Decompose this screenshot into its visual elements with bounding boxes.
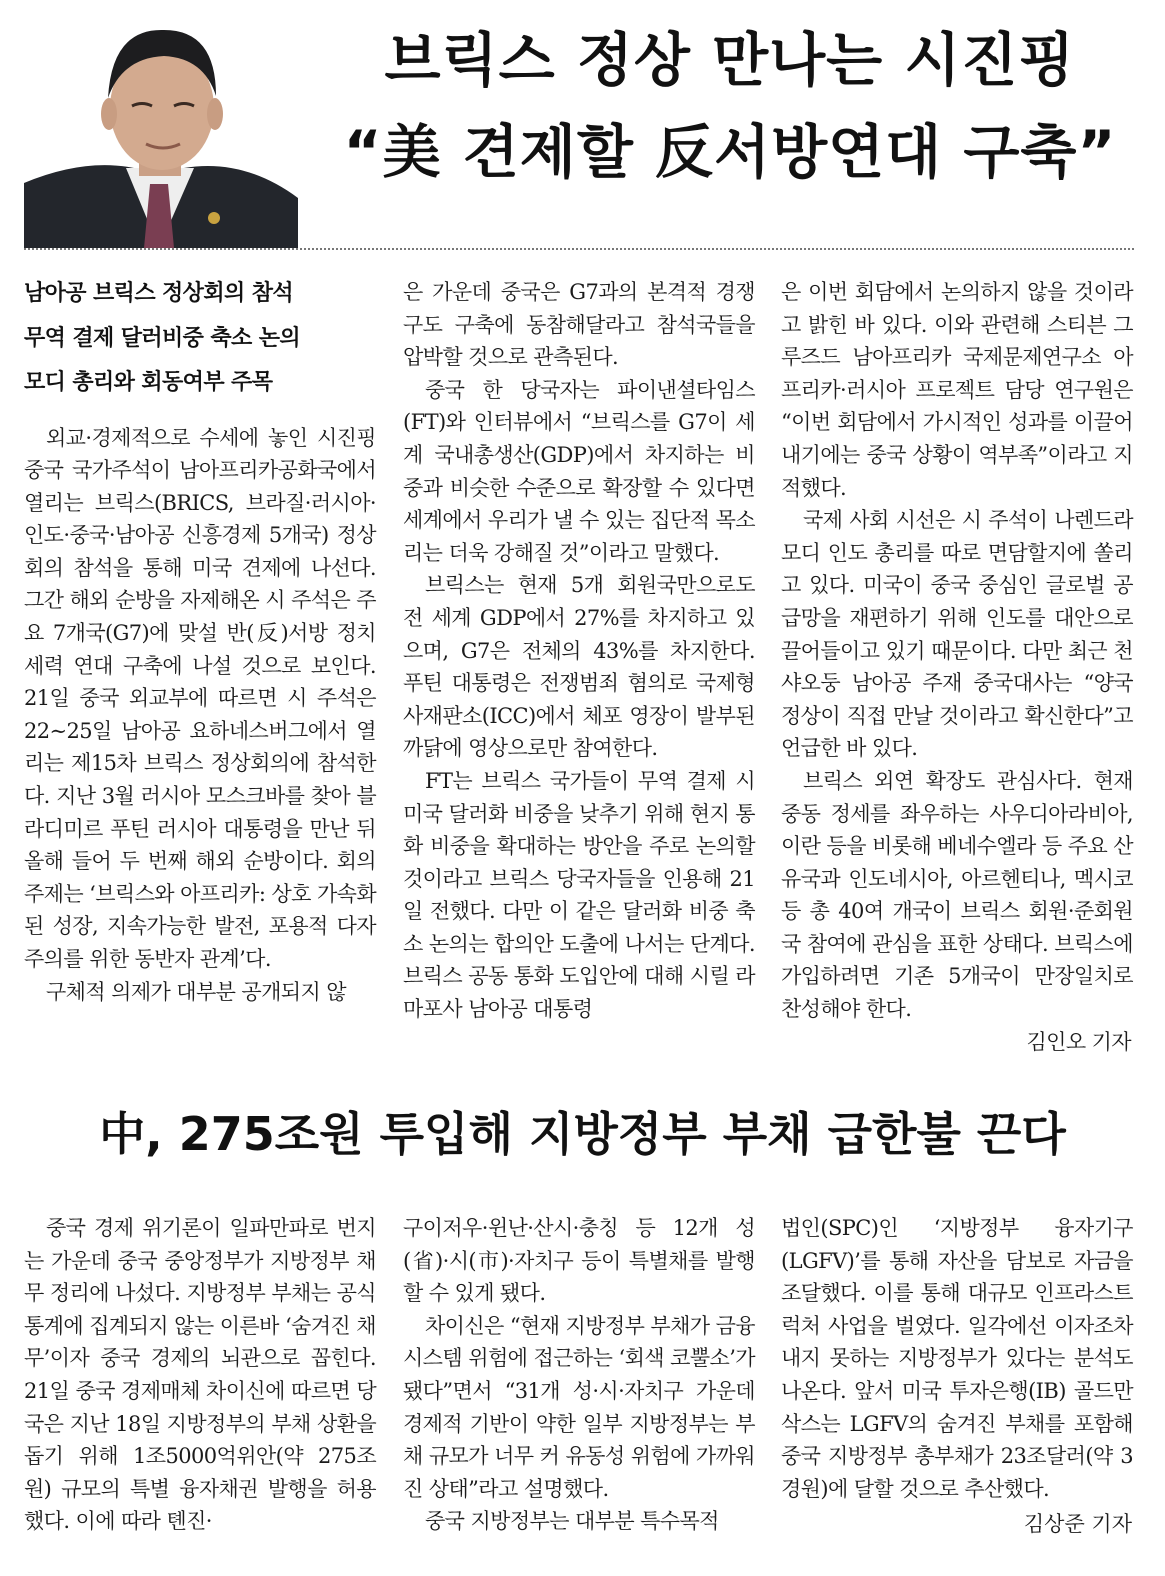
subhead-1: 남아공 브릭스 정상회의 참석 xyxy=(24,281,294,306)
article2-column-3 xyxy=(781,1212,1133,1505)
article1-subheads xyxy=(24,272,376,406)
paragraph: 법인(SPC)인 ‘지방정부 융자기구(LGFV)’를 통해 자산을 담보로 자금을 조달했다. 이를 통해 대규모 인프라스트럭처 사업을 벌였다. 일각에선 이자조차 내지 못하는 지방정부가 있다는 분석도 나온다. 앞서 미국 투자은행(IB) 골드만삭스는 LGFV의 숨겨진 부채를 포함해 중국 지방정부 총부채가 23조달러(약 3경원)에 달할 것으로 추산했다. xyxy=(781,1216,1133,1501)
subhead-3: 모디 총리와 회동여부 주목 xyxy=(24,370,273,395)
paragraph: 차이신은 “현재 지방정부 부채가 금융 시스템 위험에 접근하는 ‘회색 코뿔소’가 됐다”면서 “31개 성·시·자치구 가운데 경제적 기반이 약한 일부 지방정부는 부채 규모가 너무 커 유동성 위험에 가까워진 상태”라고 설명했다. xyxy=(403,1313,755,1501)
paragraph: 은 가운데 중국은 G7과의 본격적 경쟁 구도 구축에 동참해달라고 참석국들을 압박할 것으로 관측된다. xyxy=(403,280,755,370)
paragraph: 구이저우·윈난·산시·충칭 등 12개 성(省)·시(市)·자치구 등이 특별채를 발행할 수 있게 됐다. xyxy=(403,1216,755,1306)
paragraph: 중국 지방정부는 대부분 특수목적 xyxy=(425,1509,719,1534)
article1-column-3 xyxy=(781,276,1133,1058)
subhead-2: 무역 결제 달러비중 축소 논의 xyxy=(24,325,301,351)
paragraph: 외교·경제적으로 수세에 놓인 시진핑 중국 국가주석이 남아프리카공화국에서 열리는 브릭스(BRICS, 브라질·러시아·인도·중국·남아공 신흥경제 5개국) 정상회의 참석을 통해 미국 견제에 나선다. 그간 해외 순방을 자제해온 시 주석은 주요 7개국(G7)에 맞설 반(反)서방 정치세력 연대 구축에 나설 것으로 보인다. 21일 중국 외교부에 따르면 시 주석은 22∼25일 남아공 요하네스버그에서 열리는 제15차 브릭스 정상회의에 참석한다. 지난 3월 러시아 모스크바를 찾아 블라디미르 푸틴 러시아 대통령을 만난 뒤 올해 들어 두 번째 해외 순방이다. 회의 주제는 ‘브릭스와 아프리카: 상호 가속화된 성장, 지속가능한 발전, 포용적 다자주의를 위한 동반자 관계’다. xyxy=(24,425,376,971)
paragraph: 브릭스는 현재 5개 회원국만으로도 전 세계 GDP에서 27%를 차지하고 있으며, G7은 전체의 43%를 차지한다. 푸틴 대통령은 전쟁범죄 혐의로 국제형사재판소(ICC)에서 체포 영장이 발부된 까닭에 영상으로만 참여한다. xyxy=(403,573,755,761)
dotted-divider xyxy=(24,248,1134,250)
paragraph: 국제 사회 시선은 시 주석이 나렌드라 모디 인도 총리를 따로 면담할지에 쏠리고 있다. 미국이 중국 중심인 글로벌 공급망을 재편하기 위해 인도를 대안으로 끌어들이고 있기 때문이다. 다만 최근 천샤오둥 남아공 주재 중국대사는 “양국 정상이 직접 만날 것이라고 확신한다”고 언급한 바 있다. xyxy=(781,508,1133,761)
paragraph: 브릭스 외연 확장도 관심사다. 현재 중동 정세를 좌우하는 사우디아라비아, 이란 등을 비롯해 베네수엘라 등 주요 산유국과 인도네시아, 아르헨티나, 멕시코 등 총 40여 개국이 브릭스 회원·준회원국 참여에 관심을 표한 상태다. 브릭스에 가입하려면 기존 5개국이 만장일치로 찬성해야 한다. xyxy=(781,768,1133,1022)
byline: 김상준 기자 xyxy=(1023,1512,1132,1536)
article2-column-2 xyxy=(403,1212,755,1538)
headline-line-1: 브릭스 정상 만나는 시진핑 xyxy=(384,26,1076,94)
paragraph: 구체적 의제가 대부분 공개되지 않 xyxy=(46,979,346,1004)
article1-column-1 xyxy=(24,272,376,1008)
paragraph: 중국 경제 위기론이 일파만파로 번지는 가운데 중국 중앙정부가 지방정부 채무 정리에 나섰다. 지방정부 부채는 공식 통계에 집계되지 않는 이른바 ‘숨겨진 채무’이자 중국 경제의 뇌관으로 꼽힌다. 21일 중국 경제매체 차이신에 따르면 당국은 지난 18일 지방정부의 부채 상환을 돕기 위해 1조5000억위안(약 275조원) 규모의 특별 융자채권 발행을 허용했다. 이에 따라 톈진· xyxy=(24,1216,376,1534)
paragraph: 중국 한 당국자는 파이낸셜타임스(FT)와 인터뷰에서 “브릭스를 G7이 세계 국내총생산(GDP)에서 차지하는 비중과 비슷한 수준으로 확장할 수 있다면 세계에서 우리가 낼 수 있는 집단적 목소리는 더욱 강해질 것”이라고 말했다. xyxy=(403,377,755,565)
byline: 김인오 기자 xyxy=(1026,1029,1131,1054)
article1-headline xyxy=(310,14,1150,198)
xi-jinping-photo xyxy=(24,8,298,248)
paragraph: FT는 브릭스 국가들이 무역 결제 시 미국 달러화 비중을 낮추기 위해 현지 통화 비중을 확대하는 방안을 주로 논의할 것이라고 브릭스 당국자들을 인용해 21일 전했다. 다만 이 같은 달러화 비중 축소 논의는 합의안 도출에 나서는 단계다. 브릭스 공동 통화 도입안에 대해 시릴 라마포사 남아공 대통령 xyxy=(403,768,755,1022)
paragraph: 은 이번 회담에서 논의하지 않을 것이라고 밝힌 바 있다. 이와 관련해 스티븐 그루즈드 남아프리카 국제문제연구소 아프리카·러시아 프로젝트 담당 연구원은 “이번 회담에서 가시적인 성과를 이끌어내기에는 중국 상황이 역부족”이라고 지적했다. xyxy=(781,280,1133,500)
article2-column-1 xyxy=(24,1212,376,1538)
article2-headline: 中, 275조원 투입해 지방정부 부채 급한불 끈다 xyxy=(99,1107,1066,1161)
headline-line-2: “美 견제할 反서방연대 구축” xyxy=(343,118,1117,186)
article1-column-2 xyxy=(403,276,755,1026)
portrait-image xyxy=(24,8,298,248)
